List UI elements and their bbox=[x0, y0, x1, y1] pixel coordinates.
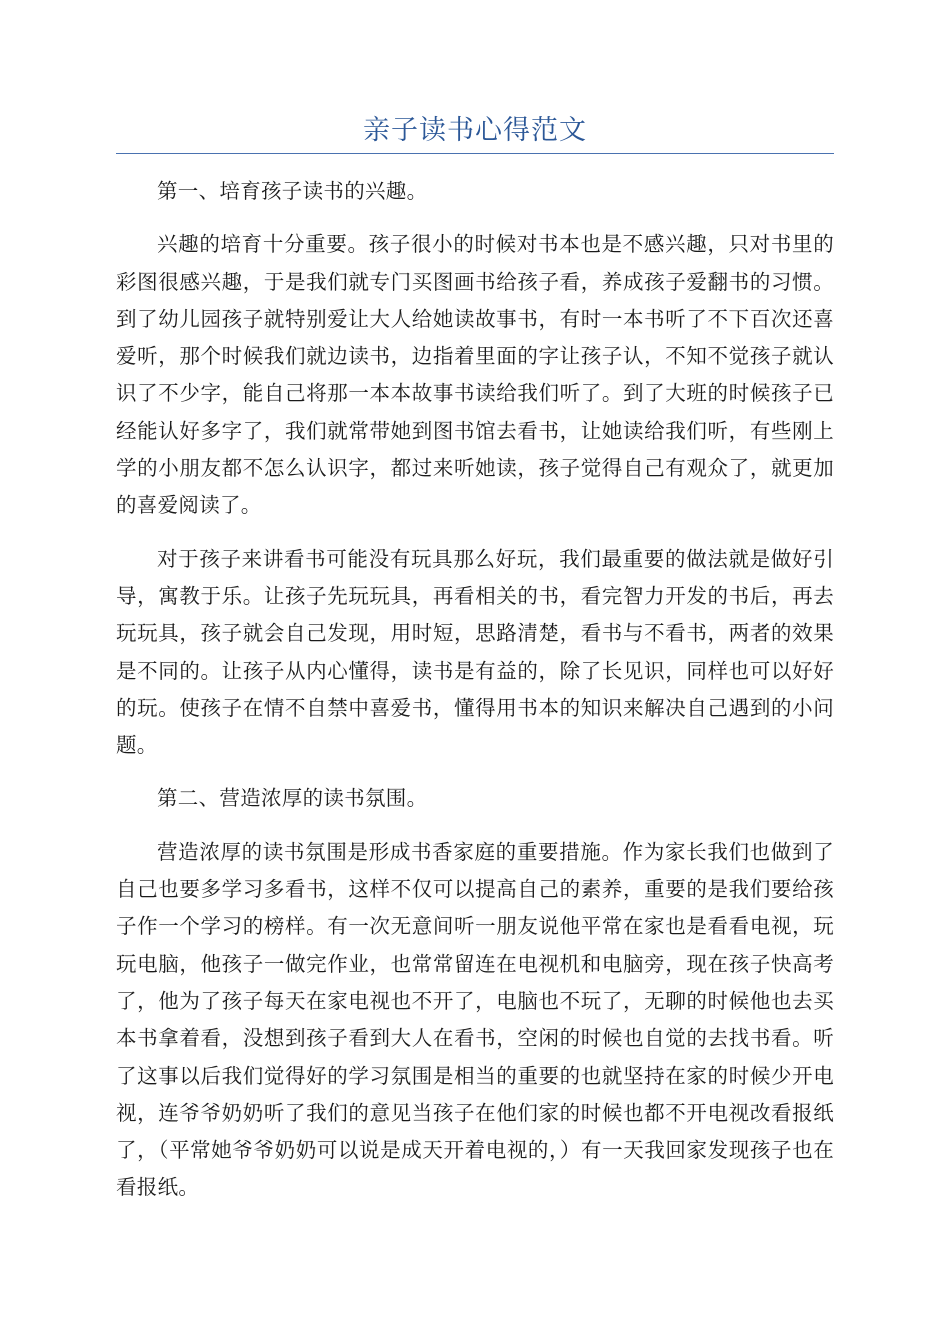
document-body bbox=[116, 173, 834, 1223]
document-title: 亲子读书心得范文 bbox=[363, 115, 587, 146]
body-paragraph: 兴趣的培育十分重要。孩子很小的时候对书本也是不感兴趣，只对书里的彩图很感兴趣，于是我们就专门买图画书给孩子看，养成孩子爱翻书的习惯。到了幼儿园孩子就特别爱让大人给她读故事书，有时一本书听了不下百次还喜爱听，那个时候我们就边读书，边指着里面的字让孩子认，不知不觉孩子就认识了不少字，能自己将那一本本故事书读给我们听了。到了大班的时候孩子已经能认好多字了，我们就常带她到图书馆去看书，让她读给我们听，有些刚上学的小朋友都不怎么认识字，都过来听她读，孩子觉得自己有观众了，就更加的喜爱阅读了。 bbox=[116, 232, 834, 518]
title-underline bbox=[116, 153, 834, 154]
section-heading: 第一、培育孩子读书的兴趣。 bbox=[157, 179, 428, 203]
section-heading: 第二、营造浓厚的读书氛围。 bbox=[157, 786, 428, 811]
body-paragraph: 对于孩子来讲看书可能没有玩具那么好玩，我们最重要的做法就是做好引导，寓教于乐。让孩子先玩玩具，再看相关的书，看完智力开发的书后，再去玩玩具，孩子就会自己发现，用时短，思路清楚，看书与不看书，两者的效果是不同的。让孩子从内心懂得，读书是有益的，除了长见识，同样也可以好好的玩。使孩子在情不自禁中喜爱书，懂得用书本的知识来解决自己遇到的小问题。 bbox=[116, 546, 834, 758]
body-paragraph: 营造浓厚的读书氛围是形成书香家庭的重要措施。作为家长我们也做到了自己也要多学习多看书，这样不仅可以提高自己的素养，重要的是我们要给孩子作一个学习的榜样。有一次无意间听一朋友说他平常在家也是看看电视，玩玩电脑，他孩子一做完作业，也常常留连在电视机和电脑旁，现在孩子快高考了，他为了孩子每天在家电视也不开了，电脑也不玩了，无聊的时候他也去买本书拿着看，没想到孩子看到大人在看书，空闲的时候也自觉的去找书看。听了这事以后我们觉得好的学习氛围是相当的重要的也就坚持在家的时候少开电视，连爷爷奶奶听了我们的意见当孩子在他们家的时候也都不开电视改看报纸了，（平常她爷爷奶奶可以说是成天开着电视的，）有一天我回家发现孩子也在看报纸。 bbox=[116, 839, 834, 1200]
